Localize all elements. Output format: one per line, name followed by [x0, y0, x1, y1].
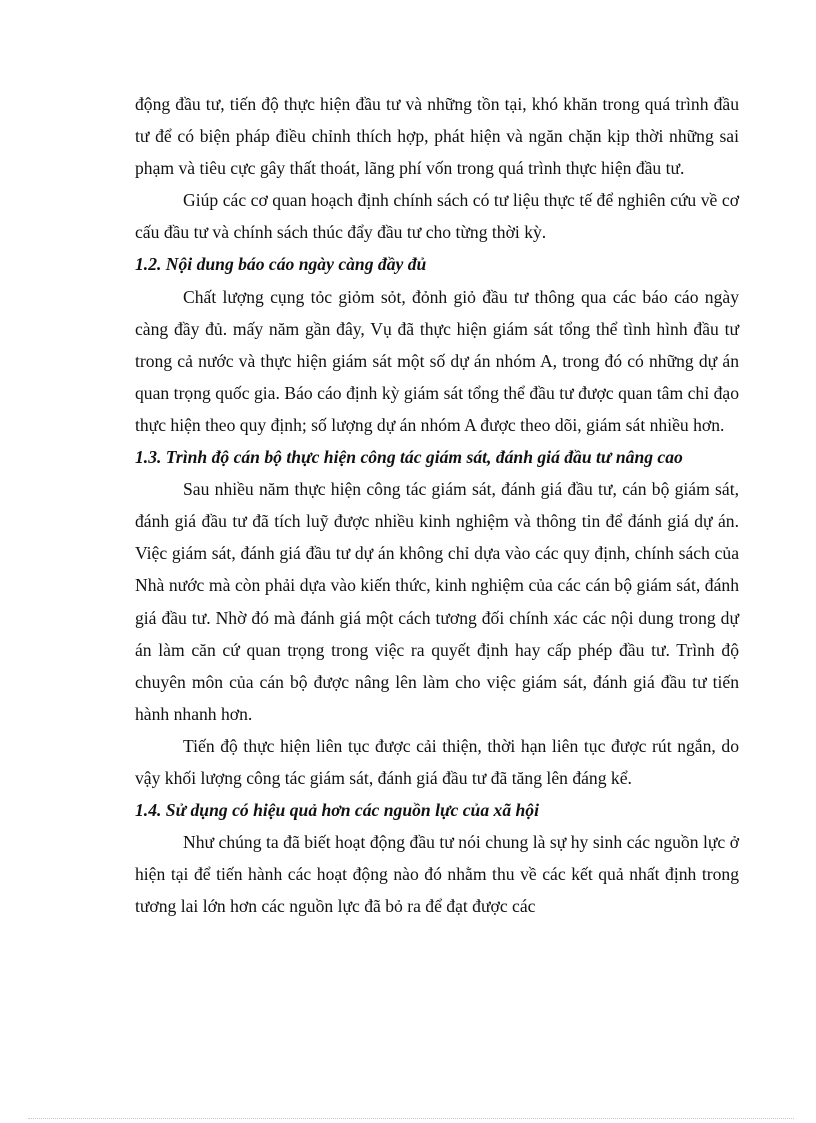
section-heading: 1.3. Trình độ cán bộ thực hiện công tác giám sát, đánh giá đầu tư nâng cao	[135, 447, 683, 468]
paragraph: Chất lượng cụng tỏc giỏm sỏt, đỏnh giỏ đầu tư thông qua các báo cáo ngày càng đầy đủ. mấy năm gần đây, Vụ đã thực hiện giám sát tổng thể tình hình đầu tư trong cả nước và thực hiện giám sát một số dự án nhóm A, trong đó có những dự án quan trọng quốc gia. Báo cáo định kỳ giám sát tổng thể đầu tư được quan tâm chỉ đạo thực hiện theo quy định; số lượng dự án nhóm A được theo dõi, giám sát nhiều hơn.	[135, 286, 739, 435]
section-heading: 1.2. Nội dung báo cáo ngày càng đầy đủ	[135, 254, 427, 275]
paragraph: Tiến độ thực hiện liên tục được cải thiện, thời hạn liên tục được rút ngắn, do vậy khối lượng công tác giám sát, đánh giá đầu tư đã tăng lên đáng kể.	[135, 735, 739, 788]
paragraph: động đầu tư, tiến độ thực hiện đầu tư và những tồn tại, khó khăn trong quá trình đầu tư để có biện pháp điều chỉnh thích hợp, phát hiện và ngăn chặn kịp thời những sai phạm và tiêu cực gây thất thoát, lãng phí vốn trong quá trình thực hiện đầu tư.	[135, 94, 739, 179]
document-body	[135, 88, 739, 922]
paragraph: Như chúng ta đã biết hoạt động đầu tư nói chung là sự hy sinh các nguồn lực ở hiện tại để tiến hành các hoạt động nào đó nhằm thu về các kết quả nhất định trong tương lai lớn hơn các nguồn lực đã bỏ ra để đạt được các	[135, 832, 739, 917]
paragraph: Giúp các cơ quan hoạch định chính sách có tư liệu thực tế để nghiên cứu về cơ cấu đầu tư và chính sách thúc đẩy đầu tư cho từng thời kỳ.	[135, 190, 739, 243]
paragraph: Sau nhiều năm thực hiện công tác giám sát, đánh giá đầu tư, cán bộ giám sát, đánh giá đầu tư đã tích luỹ được nhiều kinh nghiệm và thông tin để đánh giá dự án. Việc giám sát, đánh giá đầu tư dự án không chỉ dựa vào các quy định, chính sách của Nhà nước mà còn phải dựa vào kiến thức, kinh nghiệm của các cán bộ giám sát, đánh giá đầu tư. Nhờ đó mà đánh giá một cách tương đối chính xác các nội dung trong dự án làm căn cứ quan trọng trong việc ra quyết định hay cấp phép đầu tư. Trình độ chuyên môn của cán bộ được nâng lên làm cho việc giám sát, đánh giá đầu tư tiến hành nhanh hơn.	[135, 479, 739, 724]
page-bottom-divider	[28, 1118, 794, 1119]
section-heading: 1.4. Sử dụng có hiệu quả hơn các nguồn lực của xã hội	[135, 800, 539, 821]
